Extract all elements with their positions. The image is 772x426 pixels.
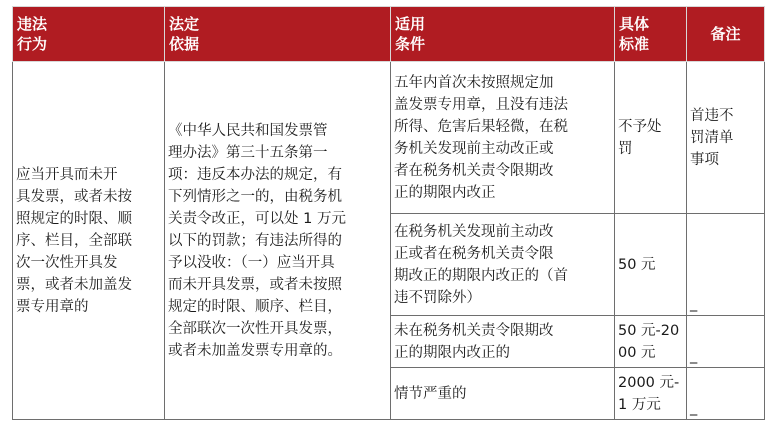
table-header-row [13,7,765,62]
note-cell: 首违不 罚清单 事项 [687,62,765,214]
violation-cell: 应当开具而未开 具发票，或者未按 照规定的时限、顺 序、栏目，全部联 次一次性开具发 票，或者未加盖发 票专用章的 [13,62,165,420]
standard-cell: 50 元-20 00 元 [615,316,687,368]
header-violation: 违法 行为 [13,7,165,62]
condition-cell: 未在税务机关责令限期改 正的期限内改正的 [391,316,615,368]
standard-cell: 2000 元- 1 万元 [615,368,687,420]
condition-cell: 情节严重的 [391,368,615,420]
header-conditions: 适用 条件 [391,7,615,62]
penalty-standards-table [12,6,765,420]
penalty-table-frame [12,6,764,420]
note-cell: _ [687,316,765,368]
legal-basis-cell: 《中华人民共和国发票管 理办法》第三十五条第一 项：违反本办法的规定，有 下列情形之一的，由税务机 关责令改正，可以处 1 万元 以下的罚款；有违法所得的 予以没收：（一）应当开具 而未开具发票，或者未按照 规定的时限、顺序、栏目， 全部联次一次性开具发票， 或者未加盖发票专用章的。 [165,62,391,420]
standard-cell: 不予处 罚 [615,62,687,214]
header-standard: 具体 标准 [615,7,687,62]
standard-cell: 50 元 [615,214,687,316]
note-cell: _ [687,214,765,316]
header-basis: 法定 依据 [165,7,391,62]
note-cell: _ [687,368,765,420]
condition-cell: 五年内首次未按照规定加 盖发票专用章，且没有违法 所得、危害后果轻微，在税 务机关发现前主动改正或 者在税务机关责令限期改 正的期限内改正 [391,62,615,214]
header-notes: 备注 [687,7,765,62]
table-row [13,62,765,214]
condition-cell: 在税务机关发现前主动改 正或者在税务机关责令限 期改正的期限内改正的（首 违不罚除外） [391,214,615,316]
